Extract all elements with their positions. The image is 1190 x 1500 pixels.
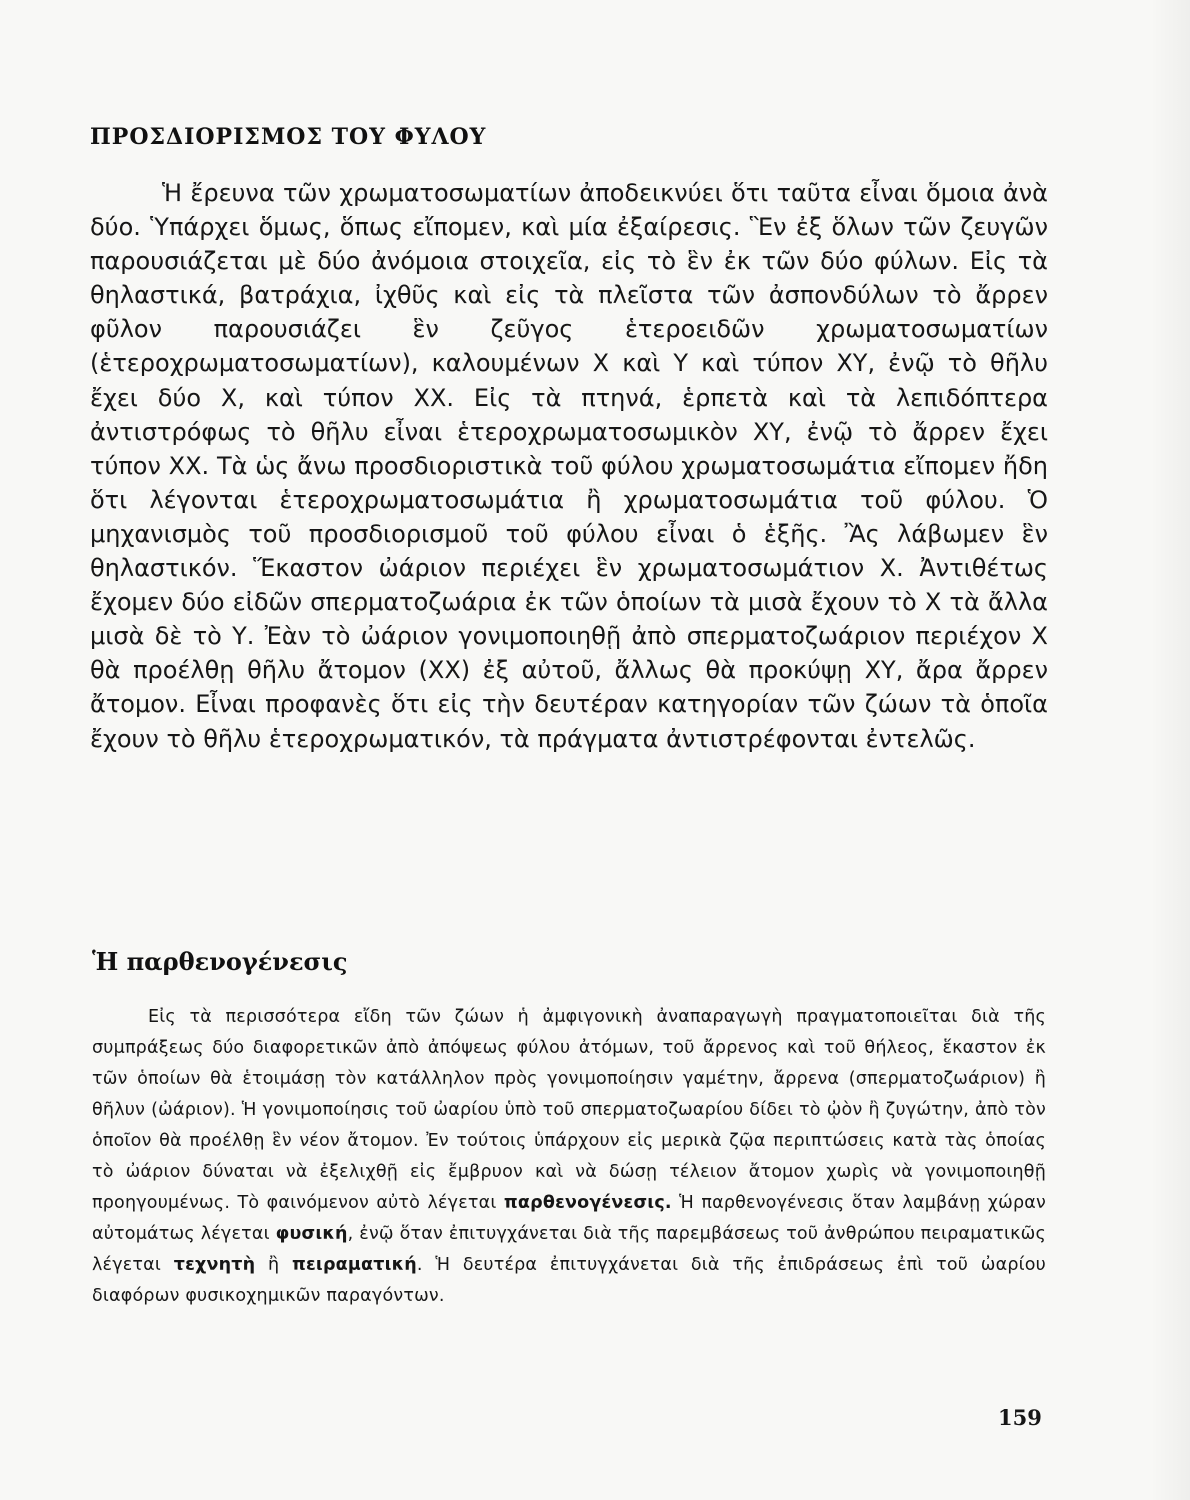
bold-term-natural: φυσική xyxy=(275,1224,348,1244)
paragraph-parthenogenesis xyxy=(92,1002,1046,1312)
bold-term-parthenogenesis: παρθενογένεσις. xyxy=(503,1193,672,1213)
section-heading-parthenogenesis: Ἡ παρθενογένεσις xyxy=(92,947,348,976)
bold-term-artificial: τεχνητὴ xyxy=(173,1255,256,1275)
text-run: Ἡ παρθενογένεσις ὅταν λαμβάνῃ χώραν αὐτομάτως λέγεται xyxy=(92,1193,1046,1244)
section-heading-sex-determination: ΠΡΟΣΔΙΟΡΙΣΜΟΣ ΤΟΥ ΦΥΛΟΥ xyxy=(90,124,487,150)
text-run: ἢ xyxy=(255,1255,292,1275)
bold-term-experimental: πειραματική xyxy=(291,1255,417,1275)
text-run: Εἰς τὰ περισσότερα εἴδη τῶν ζώων ἡ ἀμφιγονικὴ ἀναπαραγωγὴ πραγματοποιεῖται διὰ τῆς συμπράξεως δύο διαφορετικῶν ἀπὸ ἀπόψεως φύλου ἀτόμων, τοῦ ἄρρενος καὶ τοῦ θήλεος, ἕκαστον ἐκ τῶν ὁποίων θὰ ἑτοιμάσῃ τὸν κατάλληλον πρὸς γονιμοποίησιν γαμέτην, ἄρρενα (σπερματοζωάριον) ἢ θῆλυν (ὠάριον). Ἡ γονιμοποίησις τοῦ ὠαρίου ὑπὸ τοῦ σπερματοζωαρίου δίδει τὸ ᾠὸν ἢ ζυγώτην, ἀπὸ τὸν ὁποῖον θὰ προέλθῃ ἓν νέον ἄτομον. Ἐν τούτοις ὑπάρχουν εἰς μερικὰ ζῷα περιπτώσεις κατὰ τὰς ὁποίας τὸ ὠάριον δύναται νὰ ἐξελιχθῇ εἰς ἔμβρυον καὶ νὰ δώσῃ τέλειον ἄτομον χωρὶς νὰ γονιμοποιηθῇ προηγουμένως. Τὸ φαινόμενον αὐτὸ λέγεται xyxy=(92,1007,1046,1213)
text-run: , ἐνῷ ὅταν ἐπιτυγχάνεται διὰ τῆς παρεμβάσεως τοῦ ἀνθρώπου πειραματικῶς λέγεται xyxy=(92,1224,1046,1275)
page-number: 159 xyxy=(998,1405,1042,1430)
text-run: . Ἡ δευτέρα ἐπιτυγχάνεται διὰ τῆς ἐπιδράσεως ἐπὶ τοῦ ὠαρίου διαφόρων φυσικοχημικῶν παραγόντων. xyxy=(92,1255,1046,1306)
page-edge-shadow xyxy=(1150,0,1190,1500)
paragraph-sex-determination: Ἡ ἔρευνα τῶν χρωματοσωματίων ἀποδεικνύει ὅτι ταῦτα εἶναι ὅμοια ἀνὰ δύο. Ὑπάρχει ὅμως, ὅπως εἴπομεν, καὶ μία ἐξαίρεσις. Ἓν ἐξ ὅλων τῶν ζευγῶν παρουσιάζεται μὲ δύο ἀνόμοια στοιχεῖα, εἰς τὸ ἓν ἐκ τῶν δύο φύλων. Εἰς τὰ θηλαστικά, βατράχια, ἰχθῦς καὶ εἰς τὰ πλεῖστα τῶν ἀσπονδύλων τὸ ἄρρεν φῦλον παρουσιάζει ἓν ζεῦγος ἑτεροειδῶν χρωματοσωματίων (ἑτεροχρωματοσωματίων), καλουμένων Χ καὶ Υ καὶ τύπον ΧΥ, ἐνῷ τὸ θῆλυ ἔχει δύο Χ, καὶ τύπον ΧΧ. Εἰς τὰ πτηνά, ἑρπετὰ καὶ τὰ λεπιδόπτερα ἀντιστρόφως τὸ θῆλυ εἶναι ἑτεροχρωματοσωμικὸν ΧΥ, ἐνῷ τὸ ἄρρεν ἔχει τύπον ΧΧ. Τὰ ὡς ἄνω προσδιοριστικὰ τοῦ φύλου χρωματοσωμάτια εἴπομεν ἤδη ὅτι λέγονται ἑτεροχρωματοσωμάτια ἢ χρωματοσωμάτια τοῦ φύλου. Ὁ μηχανισμὸς τοῦ προσδιορισμοῦ τοῦ φύλου εἶναι ὁ ἑξῆς. Ἂς λάβωμεν ἓν θηλαστικόν. Ἕκαστον ὠάριον περιέχει ἓν χρωματοσωμάτιον Χ. Ἀντιθέτως ἔχομεν δύο εἰδῶν σπερματοζωάρια ἐκ τῶν ὁποίων τὰ μισὰ ἔχουν τὸ Χ τὰ ἄλλα μισὰ δὲ τὸ Υ. Ἐὰν τὸ ὠάριον γονιμοποιηθῇ ἀπὸ σπερματοζωάριον περιέχον Χ θὰ προέλθῃ θῆλυ ἄτομον (ΧΧ) ἐξ αὐτοῦ, ἄλλως θὰ προκύψῃ ΧΥ, ἄρα ἄρρεν ἄτομον. Εἶναι προφανὲς ὅτι εἰς τὴν δευτέραν κατηγορίαν τῶν ζώων τὰ ὁποῖα ἔχουν τὸ θῆλυ ἑτεροχρωματικόν, τὰ πράγματα ἀντιστρέφονται ἐντελῶς. xyxy=(90,179,1048,753)
